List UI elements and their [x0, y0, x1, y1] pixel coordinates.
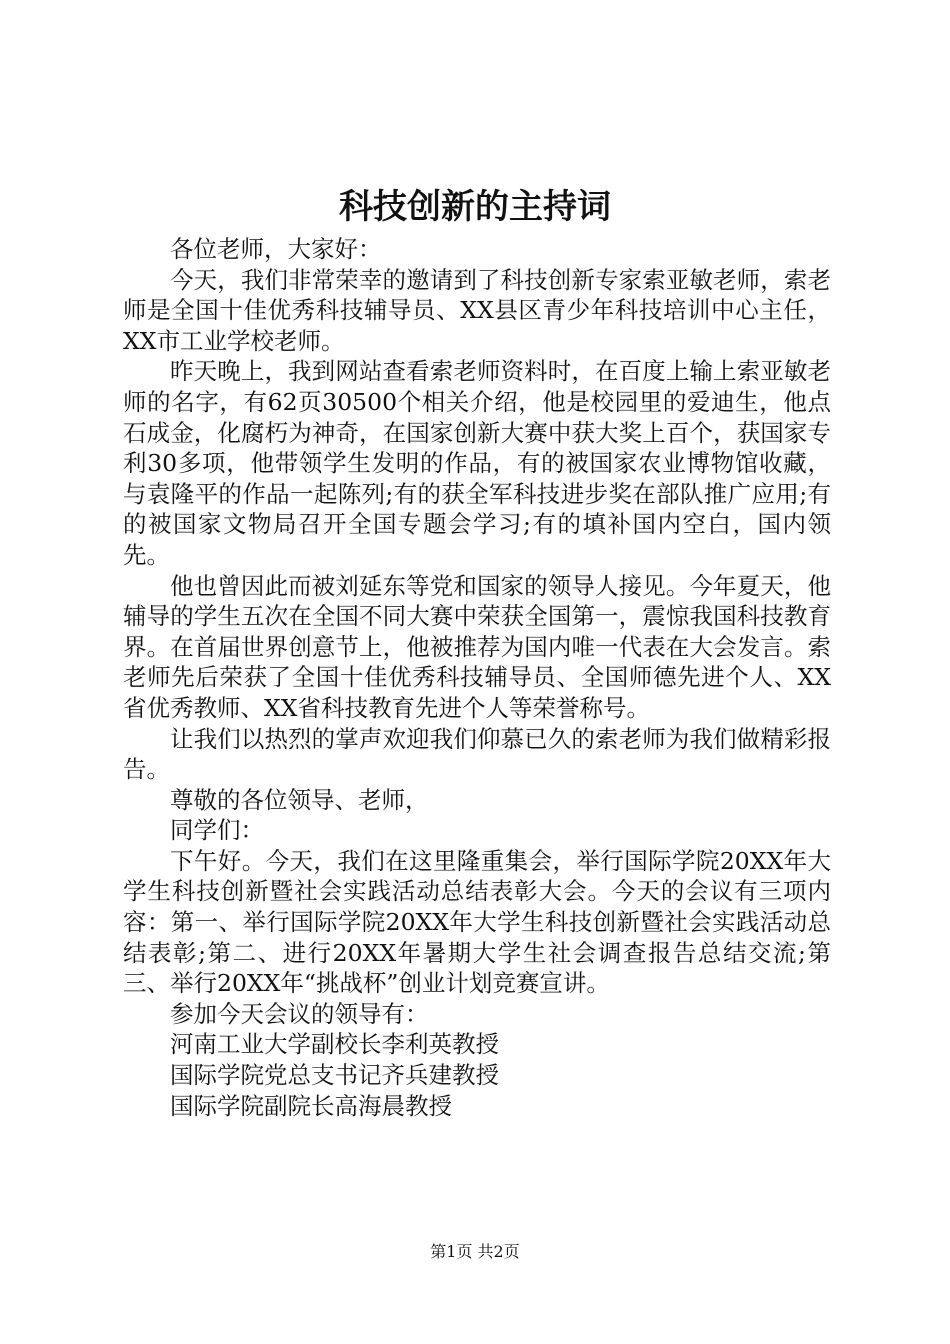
paragraph-attendees-heading: 参加今天会议的领导有：: [170, 999, 429, 1028]
document-body: [123, 234, 831, 1121]
attendee-line: 国际学院党总支书记齐兵建教授: [170, 1061, 499, 1090]
paragraph-salutation-leaders: 尊敬的各位领导、老师，: [170, 785, 429, 814]
paragraph-meeting-agenda: 下午好。今天，我们在这里隆重集会，举行国际学院20XX年大学生科技创新暨社会实践活动总结表彰大会。今天的会议有三项内容：第一、举行国际学院20XX年大学生科技创新暨社会实践活动总结表彰;第二、进行20XX年暑期大学生社会调查报告总结交流;第三、举行20XX年“挑战杯”创业计划竞赛宣讲。: [123, 846, 831, 998]
paragraph-greeting: 各位老师，大家好：: [170, 235, 382, 263]
paragraph-achievements: 他也曾因此而被刘延东等党和国家的领导人接见。今年夏天，他辅导的学生五次在全国不同大赛中荣获全国第一，震惊我国科技教育界。在首届世界创意节上，他被推荐为国内唯一代表在大会发言。索老师先后荣获了全国十佳优秀科技辅导员、全国师德先进个人、XX省优秀教师、XX省科技教育先进个人等荣誉称号。: [123, 571, 831, 722]
attendee-line: 国际学院副院长高海晨教授: [170, 1091, 452, 1120]
page-title: 科技创新的主持词: [339, 187, 611, 227]
page-number-footer: 第1页 共2页: [430, 1242, 520, 1261]
attendee-line: 河南工业大学副校长李利英教授: [170, 1030, 499, 1059]
paragraph-introduction: 今天，我们非常荣幸的邀请到了科技创新专家索亚敏老师，索老师是全国十佳优秀科技辅导员、XX县区青少年科技培训中心主任，XX市工业学校老师。: [123, 265, 831, 355]
paragraph-salutation-students: 同学们：: [170, 816, 264, 845]
paragraph-background: 昨天晚上，我到网站查看索老师资料时，在百度上输上索亚敏老师的名字，有62页30500个相关介绍，他是校园里的爱迪生，他点石成金，化腐朽为神奇，在国家创新大赛中获大奖上百个，获国家专利30多项，他带领学生发明的作品，有的被国家农业博物馆收藏，与袁隆平的作品一起陈列;有的获全军科技进步奖在部队推广应用;有的被国家文物局召开全国专题会学习;有的填补国内空白，国内领先。: [123, 357, 831, 569]
paragraph-welcome: 让我们以热烈的掌声欢迎我们仰慕已久的索老师为我们做精彩报告。: [123, 724, 831, 784]
